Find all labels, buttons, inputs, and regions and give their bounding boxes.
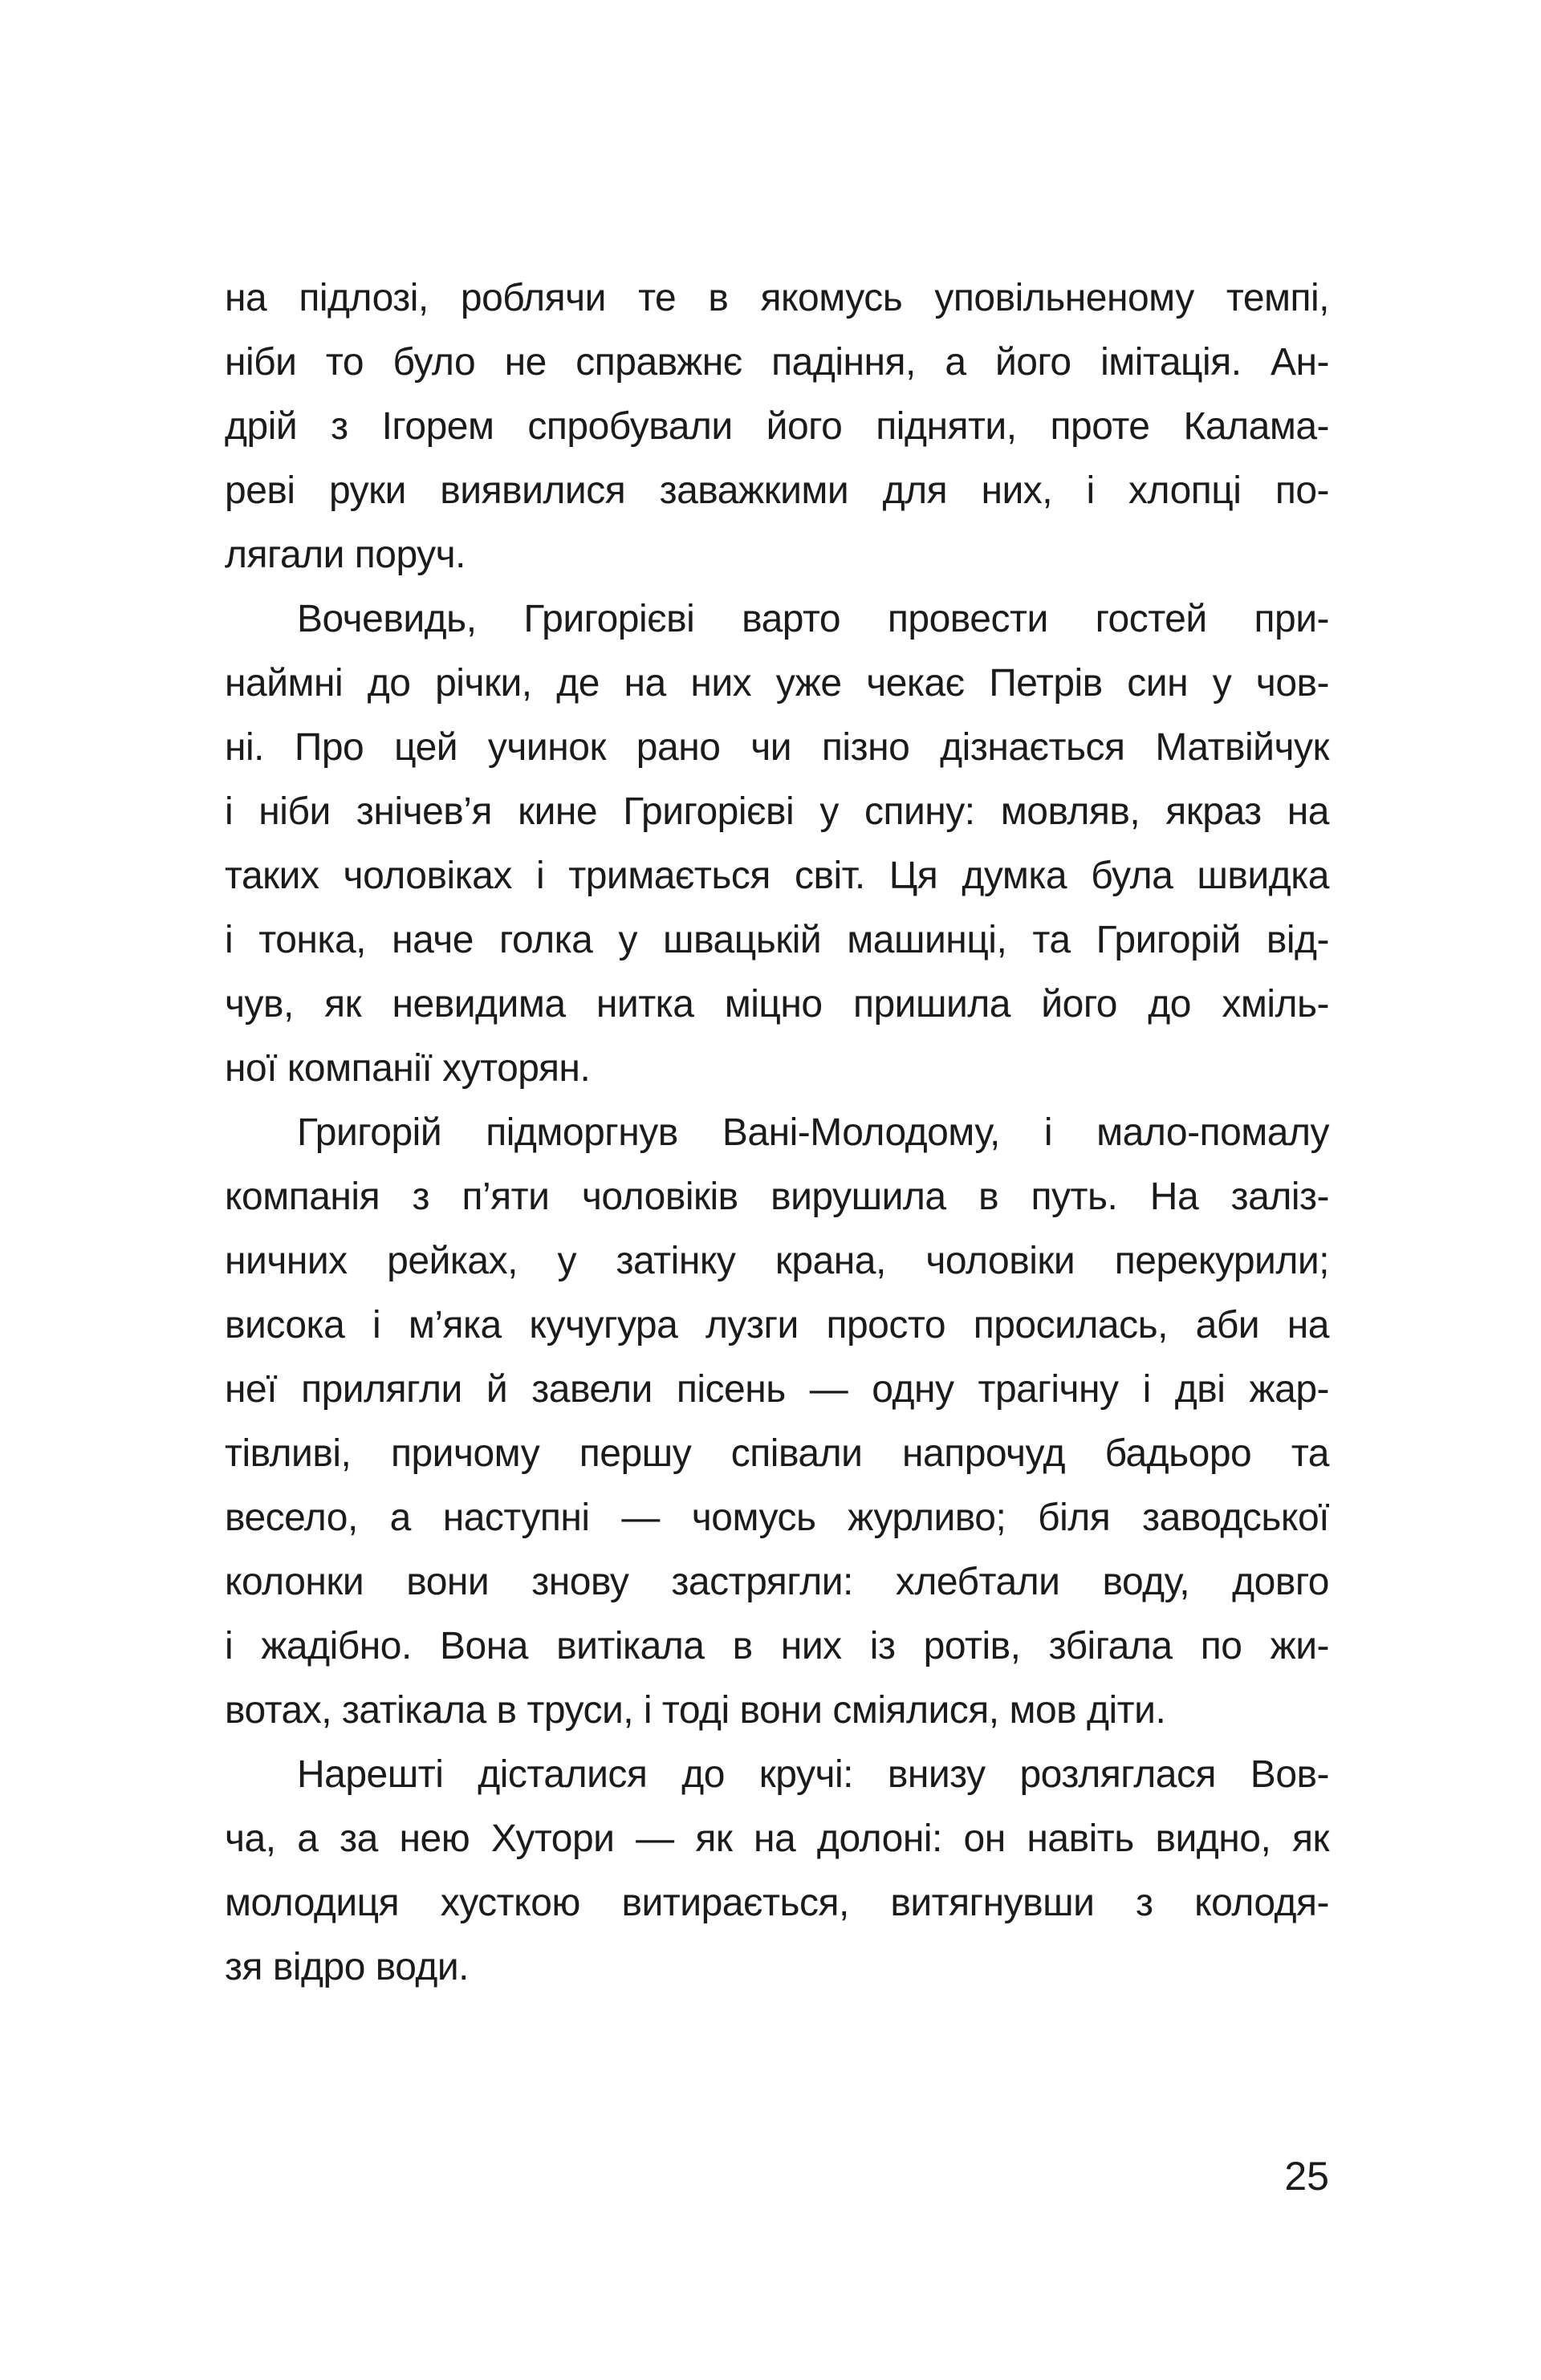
paragraph [225, 1743, 1329, 2000]
page-text [225, 266, 1329, 2000]
text-line: Нарешті дісталися до кручі: внизу розляглася Вов- [297, 1753, 1329, 1796]
text-line: наймні до річки, де на них уже чекає Петрів син у чов- [225, 662, 1329, 705]
text-line: чув, як невидима нитка міцно пришила його до хміль- [225, 983, 1329, 1026]
text-line: таких чоловіках і тримається світ. Ця думка була швидка [225, 855, 1329, 897]
text-line: ча, а за нею Хутори — як на долоні: он навіть видно, як [225, 1817, 1329, 1860]
text-line: молодиця хусткою витирається, витягнувши з колодя- [225, 1882, 1329, 1924]
text-line: вотах, затікала в труси, і тоді вони сміялися, мов діти. [225, 1689, 1166, 1732]
text-line: висока і м’яка кучугура лузги просто просилась, аби на [225, 1304, 1329, 1346]
text-line: весело, а наступні — чомусь журливо; біля заводської [225, 1497, 1329, 1539]
text-line: ніби то було не справжнє падіння, а його імітація. Ан- [225, 341, 1329, 384]
text-line: і тонка, наче голка у швацькій машинці, та Григорій від- [225, 919, 1329, 961]
text-line: і жадібно. Вона витікала в них із ротів, збігала по жи- [225, 1625, 1329, 1667]
text-line: колонки вони знову застрягли: хлебтали воду, довго [225, 1561, 1329, 1603]
page-number: 25 [1284, 2154, 1329, 2199]
text-line: Вочевидь, Григорієві варто провести гостей при- [297, 598, 1329, 640]
text-line: на підлозі, роблячи те в якомусь уповільненому темпі, [225, 277, 1329, 319]
text-line: неї прилягли й завели пісень — одну трагічну і дві жар- [225, 1368, 1329, 1411]
text-line: ної компанії хуторян. [225, 1047, 591, 1090]
text-line: ничних рейках, у затінку крана, чоловіки перекурили; [225, 1240, 1329, 1282]
text-line: ні. Про цей учинок рано чи пізно дізнається Матвійчук [225, 726, 1329, 769]
text-line: компанія з п’яти чоловіків вирушила в путь. На заліз- [225, 1176, 1329, 1218]
text-line: Григорій підморгнув Вані-Молодому, і мало-помалу [297, 1111, 1329, 1154]
paragraph [225, 266, 1329, 587]
text-line: дрій з Ігорем спробували його підняти, проте Калама- [225, 405, 1329, 448]
paragraph [225, 587, 1329, 1101]
paragraph [225, 1101, 1329, 1743]
text-line: зя відро води. [225, 1946, 469, 1988]
text-line: і ніби знічев’я кине Григорієві у спину: мовляв, якраз на [225, 790, 1329, 833]
text-line: лягали поруч. [225, 534, 466, 576]
text-line: тівливі, причому першу співали напрочуд бадьоро та [225, 1432, 1329, 1475]
text-line: реві руки виявилися заважкими для них, і хлопці по- [225, 469, 1329, 512]
